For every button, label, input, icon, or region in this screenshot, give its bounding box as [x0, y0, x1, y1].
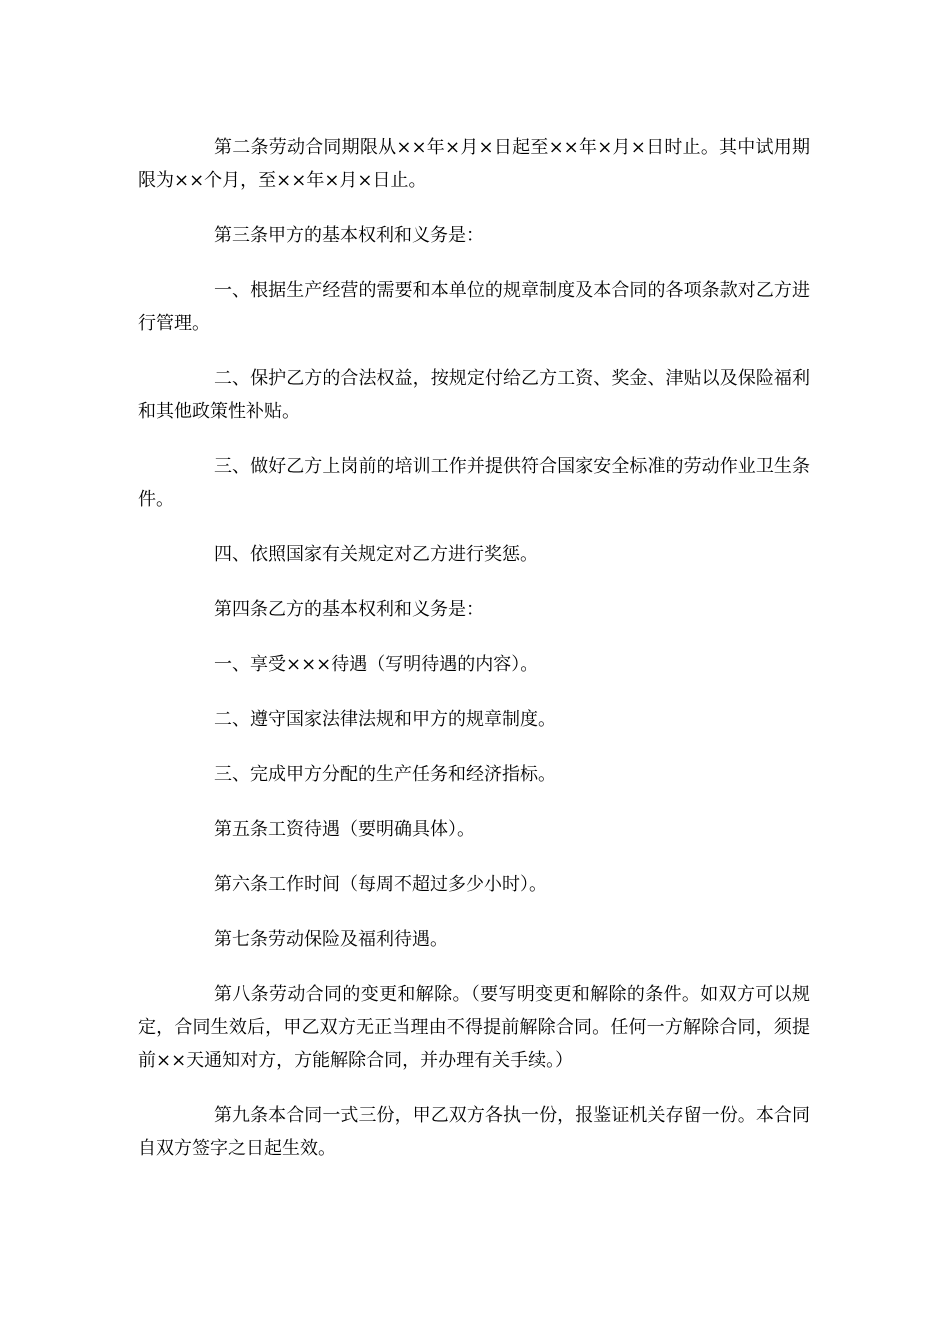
paragraph-article-8-termination: 第八条劳动合同的变更和解除。（要写明变更和解除的条件。如双方可以规定，合同生效后，甲乙双方无正当理由不得提前解除合同。任何一方解除合同，须提前××天通知对方，方能解除合同，并办理有关手续。） — [138, 984, 810, 1071]
paragraph-article-3-heading: 第三条甲方的基本权利和义务是： — [214, 225, 484, 246]
document-page — [138, 131, 810, 1187]
paragraph-article-3-item-4: 四、依照国家有关规定对乙方进行奖惩。 — [214, 544, 538, 565]
paragraph-article-7-insurance: 第七条劳动保险及福利待遇。 — [214, 929, 448, 950]
paragraph-article-4-heading: 第四条乙方的基本权利和义务是： — [214, 599, 484, 620]
paragraph-article-6-hours: 第六条工作时间（每周不超过多少小时）。 — [214, 874, 547, 895]
paragraph-article-9-copies: 第九条本合同一式三份，甲乙双方各执一份，报鉴证机关存留一份。本合同自双方签字之日起生效。 — [138, 1105, 810, 1159]
paragraph-article-3-item-2: 二、保护乙方的合法权益，按规定付给乙方工资、奖金、津贴以及保险福利和其他政策性补贴。 — [138, 368, 810, 422]
paragraph-article-3-item-3: 三、做好乙方上岗前的培训工作并提供符合国家安全标准的劳动作业卫生条件。 — [138, 456, 810, 510]
paragraph-article-4-item-3: 三、完成甲方分配的生产任务和经济指标。 — [214, 764, 556, 785]
paragraph-article-2-term: 第二条劳动合同期限从××年×月×日起至××年×月×日时止。其中试用期限为××个月，至××年×月×日止。 — [138, 137, 810, 191]
paragraph-article-5-salary: 第五条工资待遇（要明确具体）。 — [214, 819, 475, 840]
paragraph-article-4-item-2: 二、遵守国家法律法规和甲方的规章制度。 — [214, 709, 556, 730]
paragraph-article-4-item-1: 一、享受×××待遇（写明待遇的内容）。 — [214, 654, 539, 675]
paragraph-article-3-item-1: 一、根据生产经营的需要和本单位的规章制度及本合同的各项条款对乙方进行管理。 — [138, 280, 810, 334]
